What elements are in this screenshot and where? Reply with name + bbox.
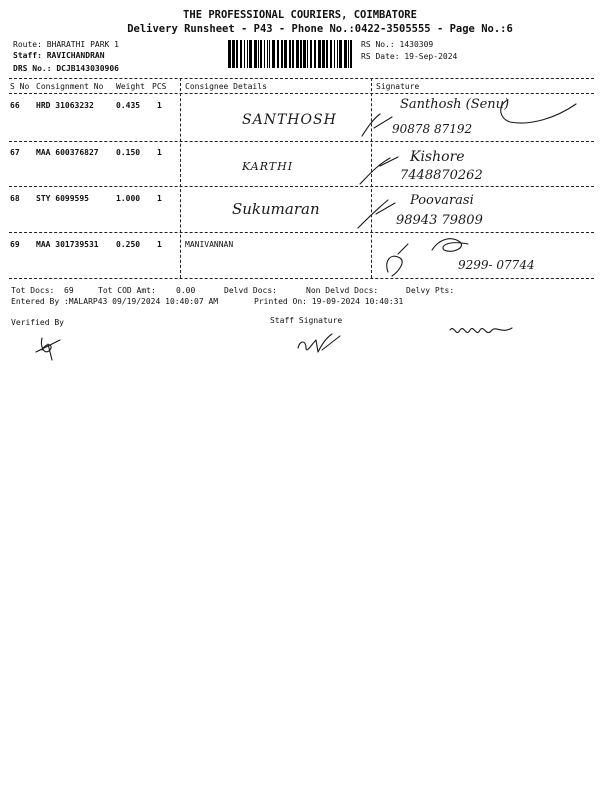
row-weight: 0.150 xyxy=(116,148,141,157)
handwritten-name: KARTHI xyxy=(242,160,294,173)
tot-docs-label: Tot Docs: xyxy=(11,286,55,295)
entered-by: Entered By :MALARP43 09/19/2024 10:40:07 AM xyxy=(11,297,219,306)
staff-signature-mark xyxy=(298,334,340,352)
col-header-sno: S No xyxy=(10,82,30,91)
signature-scribble xyxy=(432,239,468,252)
company-title: THE PROFESSIONAL COURIERS, COIMBATORE xyxy=(183,9,417,21)
runsheet-title: Delivery Runsheet - P43 - Phone No.:0422-3505555 - Page No.:6 xyxy=(127,23,513,35)
row-consignment: HRD 31063232 xyxy=(36,101,94,110)
staff-signature-label: Staff Signature xyxy=(270,316,343,325)
tot-cod-label: Tot COD Amt: xyxy=(98,286,156,295)
non-delvd-docs-label: Non Delvd Docs: xyxy=(306,286,379,295)
row-weight: 0.250 xyxy=(116,240,141,249)
signature-arrow xyxy=(358,200,395,228)
row-sno: 69 xyxy=(10,240,20,249)
handwritten-phone: 9299- 07744 xyxy=(458,258,535,272)
handwritten-signature: Kishore xyxy=(410,149,465,165)
handwritten-signature: Poovarasi xyxy=(410,193,474,208)
signature-arrow xyxy=(387,244,408,276)
rs-date: RS Date: 19-Sep-2024 xyxy=(361,52,458,61)
row-weight: 0.435 xyxy=(116,101,141,110)
handwritten-phone: 98943 79809 xyxy=(396,213,483,228)
row-consignment: MAA 301739531 xyxy=(36,240,99,249)
signature-arrow xyxy=(360,157,398,184)
printed-on: Printed On: 19-09-2024 10:40:31 xyxy=(254,297,404,306)
staff-label: Staff: RAVICHANDRAN xyxy=(13,51,105,60)
col-header-consignee: Consignee Details xyxy=(185,82,267,91)
row-pcs: 1 xyxy=(157,148,162,157)
delvy-pts-label: Delvy Pts: xyxy=(406,286,455,295)
handwritten-name: Sukumaran xyxy=(232,200,320,218)
row-pcs: 1 xyxy=(157,101,162,110)
delvd-docs-label: Delvd Docs: xyxy=(224,286,277,295)
verified-by-label: Verified By xyxy=(11,318,64,327)
drs-number: DRS No.: DCJB143030906 xyxy=(13,64,119,73)
rs-number: RS No.: 1430309 xyxy=(361,40,434,49)
col-header-pcs: PCS xyxy=(152,82,167,91)
signature-arrow xyxy=(362,114,392,136)
handwritten-phone: 7448870262 xyxy=(400,168,483,183)
row-consignment: STY 6099595 xyxy=(36,194,89,203)
signature-loop xyxy=(501,100,576,123)
handwritten-phone: 90878 87192 xyxy=(392,122,473,136)
handwritten-signature: Santhosh (Senu) xyxy=(400,97,510,112)
col-header-weight: Weight xyxy=(116,82,145,91)
handwritten-name: SANTHOSH xyxy=(242,112,337,128)
col-header-consignment: Consignment No xyxy=(36,82,104,91)
row-sno: 66 xyxy=(10,101,20,110)
row-consignee: MANIVANNAN xyxy=(185,240,234,249)
row-weight: 1.000 xyxy=(116,194,141,203)
row-consignment: MAA 600376827 xyxy=(36,148,99,157)
tot-cod-value: 0.00 xyxy=(176,286,196,295)
row-sno: 67 xyxy=(10,148,20,157)
row-pcs: 1 xyxy=(157,240,162,249)
route-label: Route: BHARATHI PARK 1 xyxy=(13,40,119,49)
col-header-signature: Signature xyxy=(376,82,420,91)
row-sno: 68 xyxy=(10,194,20,203)
staff-signature-scribble xyxy=(450,328,512,333)
tot-docs-value: 69 xyxy=(64,286,74,295)
row-pcs: 1 xyxy=(157,194,162,203)
verified-signature xyxy=(36,338,60,360)
